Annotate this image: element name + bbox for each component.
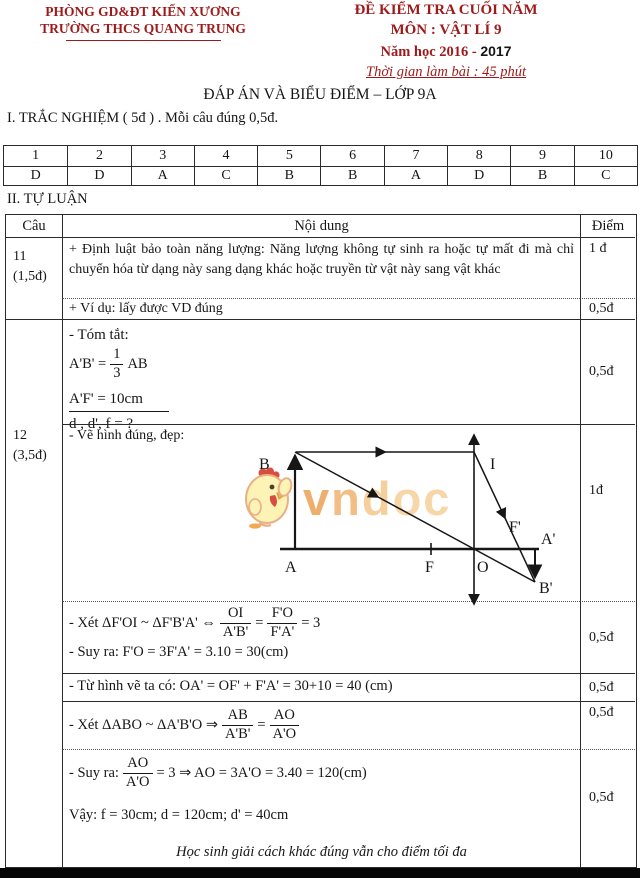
year-value: 2017 xyxy=(480,43,512,59)
q12-score-diagram: 1đ xyxy=(580,424,635,601)
fraction: $\frac{1}{3}$ xyxy=(110,347,123,382)
q12-step-similar-2 xyxy=(62,701,580,749)
mc-answer: C xyxy=(574,166,637,185)
question-11-cell xyxy=(6,237,62,319)
page-title: ĐÁP ÁN VÀ BIỂU ĐIỂM – LỚP 9A xyxy=(203,86,437,103)
mc-number: 9 xyxy=(510,146,573,166)
exam-header xyxy=(326,1,566,83)
question-number: 12 xyxy=(13,428,27,443)
mc-answer: A xyxy=(131,166,194,185)
summary-find: d , d', f = ? xyxy=(69,416,134,433)
mc-number: 6 xyxy=(320,146,383,166)
q12-diagram-cell xyxy=(62,424,580,601)
formula-line: - Xét ΔABO ~ ΔA'B'O ⇒ $\frac{AB}{A'B'}$ = $\frac{AO}{A'O}$ xyxy=(69,708,574,743)
lens-ray-diagram xyxy=(63,425,581,610)
formula-line: - Xét ΔF'OI ~ ΔF'B'A' ⇔ $\frac{OI}{A'B'}$ = $\frac{F'O}{F'A'}$ = 3 xyxy=(69,605,321,640)
label-F-prime: F' xyxy=(509,519,521,536)
q11-score-2: 0,5đ xyxy=(580,298,635,319)
mc-number: 4 xyxy=(194,146,257,166)
label-B: B xyxy=(259,456,270,473)
school-name: TRƯỜNG THCS QUANG TRUNG xyxy=(40,21,246,36)
q12-step-similar-1 xyxy=(62,601,580,673)
diagram-label: - Vẽ hình đúng, đẹp: xyxy=(69,428,185,443)
conclusion-line: Vậy: f = 30cm; d = 120cm; d' = 40cm xyxy=(69,806,289,823)
formula-line: - Suy ra: F'O = 3F'A' = 3.10 = 30(cm) xyxy=(69,643,289,660)
exam-duration: Thời gian làm bài : 45 phút xyxy=(366,64,526,80)
ray-central xyxy=(295,452,378,497)
label-B-prime: B' xyxy=(539,580,553,597)
label-O: O xyxy=(477,559,489,576)
q12-score-similar-1: 0,5đ xyxy=(580,601,635,673)
department-name: PHÒNG GD&ĐT KIẾN XƯƠNG xyxy=(45,4,241,19)
label-A: A xyxy=(285,559,297,576)
summary-label: - Tóm tắt: xyxy=(69,327,129,343)
grading-note: Học sinh giải cách khác đúng vẫn cho điểm tối đa xyxy=(176,844,467,860)
q12-score-from-figure: 0,5đ xyxy=(580,673,635,701)
ray-central-2 xyxy=(378,497,535,582)
q11-answer-1: + Định luật bảo toàn năng lượng: Năng lượng không tự sinh ra hoặc tự mất đi mà chỉ chuyển hóa từ dạng này sang dạng khác hoặc truyền từ vật này sang vật khác xyxy=(62,237,580,298)
exam-title: ĐỀ KIỂM TRA CUỐI NĂM xyxy=(354,2,538,18)
mc-answer: A xyxy=(384,166,447,185)
summary-given: A'F' = 10cm xyxy=(69,388,169,413)
mc-answer: D xyxy=(447,166,510,185)
q12-score-final: 0,5đ xyxy=(580,749,635,867)
fraction: $\frac{OI}{A'B'}$ xyxy=(220,606,251,641)
fraction: $\frac{AO}{A'O}$ xyxy=(123,756,153,791)
mc-answer: C xyxy=(194,166,257,185)
q12-step-final xyxy=(62,749,580,867)
question-number: 11 xyxy=(13,249,27,264)
label-I: I xyxy=(490,456,496,473)
mc-number: 7 xyxy=(384,146,447,166)
vndoc-wordmark: vndoc xyxy=(303,472,452,525)
question-points: (1,5đ) xyxy=(13,269,47,284)
q12-summary xyxy=(62,319,580,433)
exam-subject: MÔN : VẬT LÍ 9 xyxy=(390,22,502,38)
summary-formula: A'B' = $\frac{1}{3}$ AB xyxy=(69,345,148,381)
formula-line: - Suy ra: $\frac{AO}{A'O}$ = 3 ⇒ AO = 3A'O = 3.40 = 120(cm) xyxy=(69,755,367,790)
label-F: F xyxy=(425,559,434,576)
q12-step-from-figure: - Từ hình vẽ ta có: OA' = OF' + F'A' = 30+10 = 40 (cm) xyxy=(62,673,580,701)
q11-answer-2: + Ví dụ: lấy được VD đúng xyxy=(62,298,580,319)
question-12-cell xyxy=(6,319,62,867)
mc-number: 10 xyxy=(574,146,637,166)
mc-answer: D xyxy=(4,166,67,185)
q12-score-similar-2: 0,5đ xyxy=(580,701,635,749)
mc-number: 1 xyxy=(32,148,40,163)
fraction: $\frac{F'O}{F'A'}$ xyxy=(267,606,297,641)
mc-number: 3 xyxy=(131,146,194,166)
section-2-heading: II. TỰ LUẬN xyxy=(7,191,88,207)
mc-answer: B xyxy=(320,166,383,185)
col-header-diem: Điểm xyxy=(580,215,635,237)
essay-table xyxy=(5,214,637,868)
col-header-cau: Câu xyxy=(22,217,46,234)
label-A-prime: A' xyxy=(541,531,556,548)
school-header xyxy=(18,3,268,41)
school-year: Năm học 2016 - 2017 xyxy=(380,43,512,60)
q11-score-1: 1 đ xyxy=(580,237,635,298)
mc-answer: B xyxy=(257,166,320,185)
fraction: $\frac{AO}{A'O}$ xyxy=(270,708,300,743)
q12-score-summary: 0,5đ xyxy=(580,319,635,424)
mc-answer: D xyxy=(67,166,130,185)
mc-number: 8 xyxy=(447,146,510,166)
page-bottom-bar xyxy=(0,868,640,878)
mc-number: 5 xyxy=(257,146,320,166)
question-points: (3,5đ) xyxy=(13,448,47,463)
header-underline xyxy=(66,40,221,41)
col-header-noidung: Nội dung xyxy=(62,215,580,237)
fraction: $\frac{AB}{A'B'}$ xyxy=(222,708,253,743)
mc-answer: B xyxy=(510,166,573,185)
multiple-choice-table xyxy=(3,145,638,186)
mc-number: 2 xyxy=(67,146,130,166)
section-1-heading: I. TRẮC NGHIỆM ( 5đ ) . Mỗi câu đúng 0,5đ. xyxy=(7,110,279,126)
